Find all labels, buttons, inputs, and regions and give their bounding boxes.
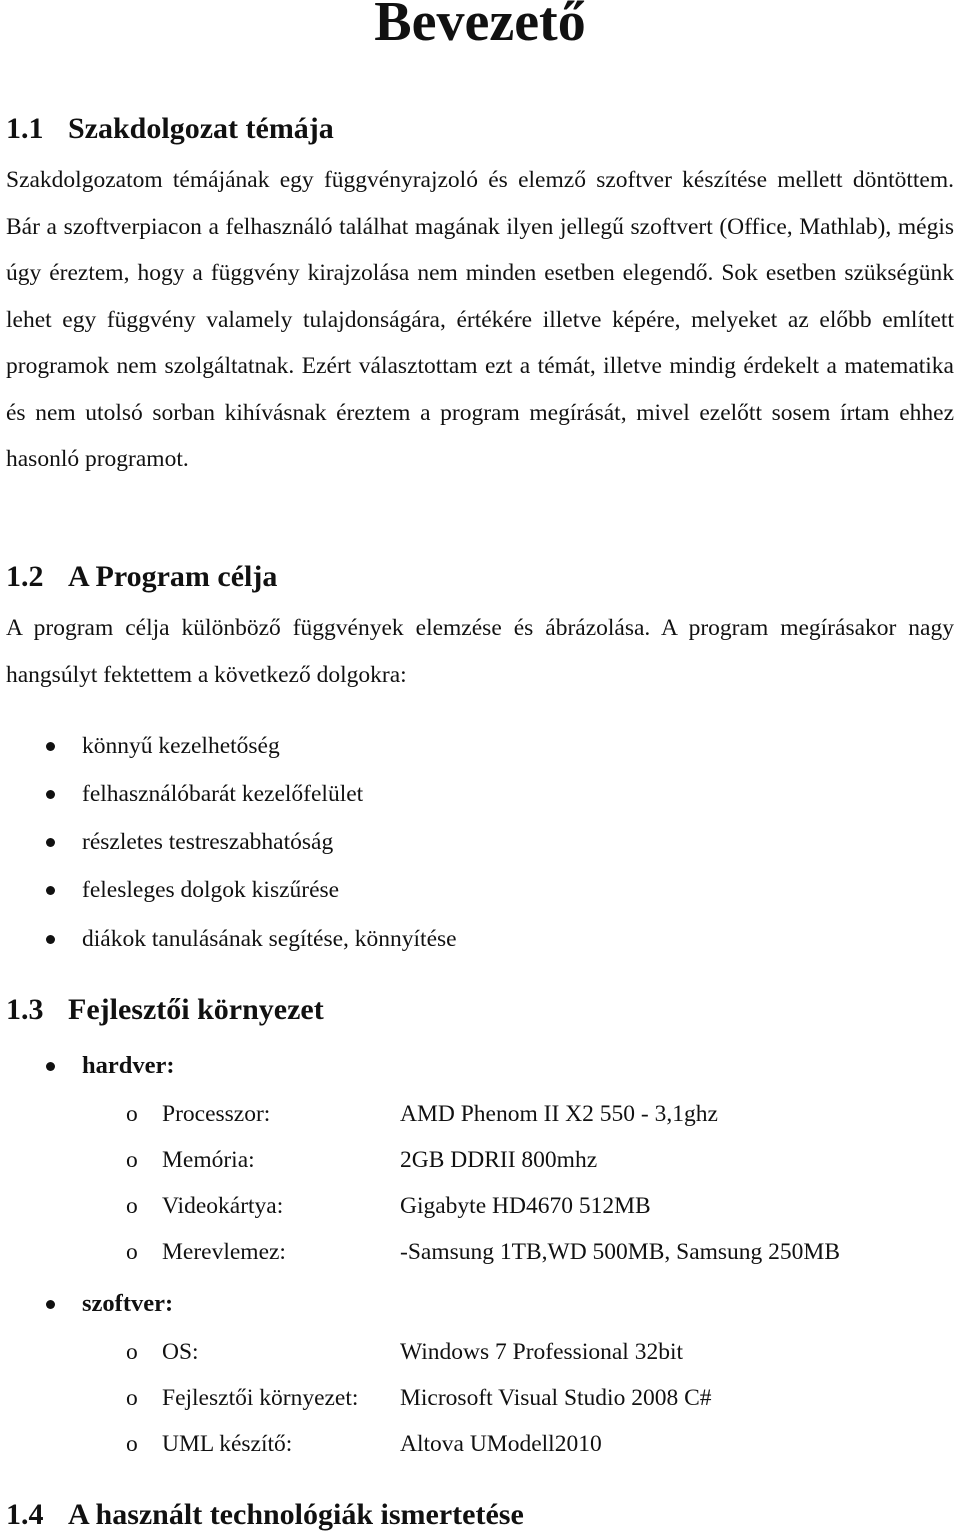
section-number: 1.2 [6,560,44,593]
section-title: Szakdolgozat témája [68,112,334,145]
circle-bullet-icon: o [126,1193,138,1219]
spec-value: Microsoft Visual Studio 2008 C# [400,1385,712,1411]
page-title: Bevezető [374,0,586,53]
section-heading-1-3 [6,992,324,1028]
section-title: Fejlesztői környezet [68,993,324,1026]
section-number: 1.4 [6,1498,44,1531]
hardware-group-label: hardver: [82,1051,175,1081]
spec-value: -Samsung 1TB,WD 500MB, Samsung 250MB [400,1239,840,1265]
bullet-icon [46,935,55,944]
spec-label: Merevlemez: [162,1239,286,1265]
section-title: A Program célja [68,560,278,593]
bullet-icon [46,790,55,799]
spec-label: OS: [162,1339,199,1365]
spec-row-processor [126,1099,946,1129]
circle-bullet-icon: o [126,1239,138,1265]
circle-bullet-icon: o [126,1101,138,1127]
circle-bullet-icon: o [126,1147,138,1173]
list-item: könnyű kezelhetőség [82,731,280,761]
list-item: diákok tanulásának segítése, könnyítése [82,924,457,954]
section-title: A használt technológiák ismertetése [68,1498,524,1531]
bullet-icon [46,838,55,847]
spec-row-uml-tool [126,1429,946,1459]
list-item: felhasználóbarát kezelőfelület [82,779,363,809]
circle-bullet-icon: o [126,1339,138,1365]
spec-label: Videokártya: [162,1193,284,1219]
section-number: 1.3 [6,993,44,1026]
spec-label: Memória: [162,1147,255,1173]
software-group-label: szoftver: [82,1289,173,1319]
spec-row-os [126,1337,946,1367]
circle-bullet-icon: o [126,1431,138,1457]
spec-row-hard-drive [126,1237,946,1267]
section-number: 1.1 [6,112,44,145]
spec-value: Windows 7 Professional 32bit [400,1339,683,1365]
section-heading-1-1 [6,111,334,147]
spec-row-video-card [126,1191,946,1221]
spec-label: UML készítő: [162,1431,293,1457]
section-heading-1-2 [6,559,277,595]
bullet-icon [46,886,55,895]
bullet-icon [46,742,55,751]
spec-value: 2GB DDRII 800mhz [400,1147,598,1173]
spec-row-ide [126,1383,946,1413]
spec-value: Gigabyte HD4670 512MB [400,1193,651,1219]
spec-label: Fejlesztői környezet: [162,1385,359,1411]
circle-bullet-icon: o [126,1385,138,1411]
spec-row-memory [126,1145,946,1175]
list-item: részletes testreszabhatóság [82,827,333,857]
bullet-icon [46,1300,55,1309]
spec-value: AMD Phenom II X2 550 - 3,1ghz [400,1101,718,1127]
bullet-icon [46,1062,55,1071]
spec-value: Altova UModell2010 [400,1431,602,1457]
list-item: felesleges dolgok kiszűrése [82,875,339,905]
section-heading-1-4 [6,1497,524,1533]
spec-label: Processzor: [162,1101,271,1127]
paragraph: A program célja különböző függvények elemzése és ábrázolása. A program megírásakor nagy hangsúlyt fektettem a következő dolgokra: [6,615,954,688]
paragraph: Szakdolgozatom témájának egy függvényrajzoló és elemző szoftver készítése mellett döntöttem. Bár a szoftverpiacon a felhasználó találhat magának ilyen jellegű szoftvert (Office, Mathlab), mégis úgy éreztem, hogy a függvény kirajzolása nem minden esetben elegendő. Sok esetben szükségünk lehet egy függvény valamely tulajdonságára, értékére illetve képére, melyeket az előbb említett programok nem szolgáltatnak. Ezért választottam ezt a témát, illetve mindig érdekelt a matematika és nem utolsó sorban kihívásnak éreztem a program megírását, mivel ezelőtt sosem írtam ehhez hasonló programot. [6,167,954,472]
